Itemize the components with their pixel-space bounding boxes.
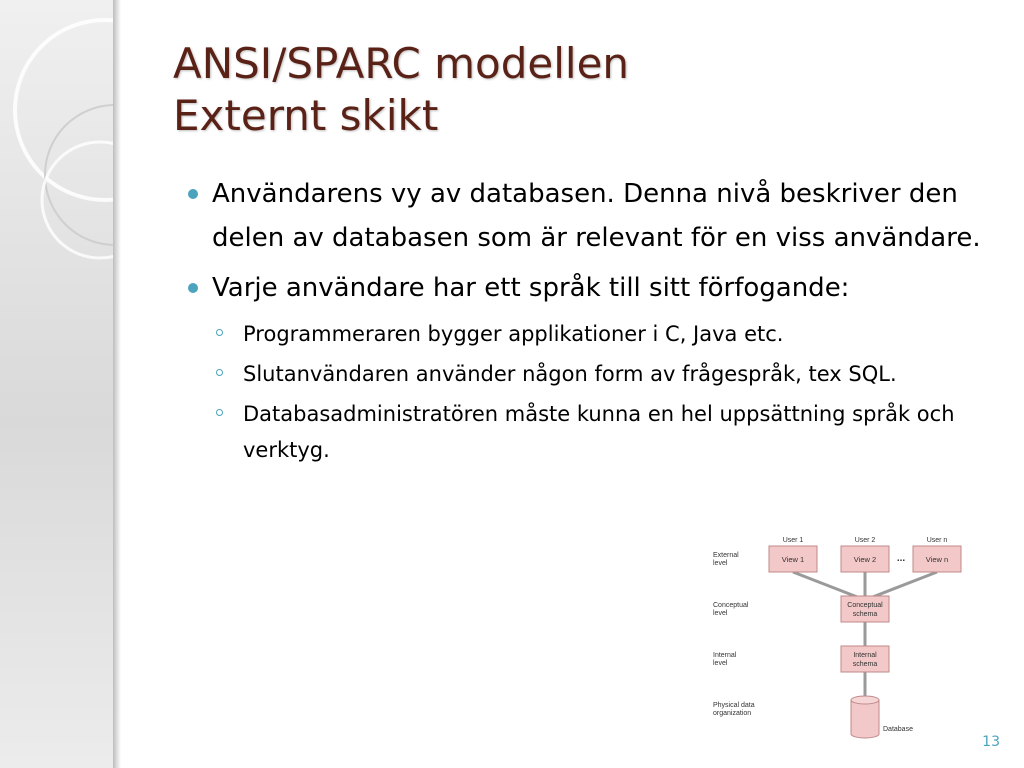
view-label-2: View 2: [853, 555, 877, 564]
sub-bullet-text: Programmeraren bygger applikationer i C, Java etc.: [243, 322, 784, 346]
slide-title-line-1: ANSI/SPARC modellen: [173, 39, 630, 88]
internal-level-label-2: level: [713, 660, 728, 667]
database-label: Database: [883, 726, 913, 733]
external-level-label: External: [713, 552, 739, 559]
internal-schema-label: Internal: [853, 652, 877, 659]
decorative-side-panel: [0, 0, 113, 768]
sub-bullet-ring-icon: [216, 409, 223, 416]
sub-bullet-ring-icon: [216, 369, 223, 376]
internal-schema-box: [841, 646, 889, 672]
view-label-n: View n: [925, 555, 949, 564]
user-label-n: User n: [926, 537, 948, 544]
view-label-1: View 1: [781, 555, 805, 564]
conceptual-schema-label: Conceptual: [847, 602, 883, 609]
bullet-item: [188, 266, 988, 310]
sub-bullet-text: Databasadministratören måste kunna en hel uppsättning språk och verktyg.: [243, 402, 955, 462]
internal-schema-label-2: schema: [852, 661, 878, 668]
sub-bullet-item: [188, 396, 988, 468]
ansi-sparc-diagram: [705, 530, 970, 745]
ellipsis-label: ...: [896, 553, 906, 564]
diagram-connectors: [793, 572, 937, 698]
physical-level-label-2: organization: [713, 710, 752, 717]
external-level-label-2: level: [713, 560, 728, 567]
user-label-2: User 2: [854, 537, 876, 544]
bullet-text: Användarens vy av databasen. Denna nivå beskriver den delen av databasen som är relevant för en viss användare.: [212, 179, 981, 253]
side-panel-edge: [113, 0, 121, 768]
user-labels: [783, 537, 948, 544]
bullet-item: [188, 172, 988, 260]
slide-title-line-2: Externt skikt: [173, 91, 439, 140]
user-label-1: User 1: [782, 537, 804, 544]
sub-bullet-text: Slutanvändaren använder någon form av frågespråk, tex SQL.: [243, 362, 897, 386]
bullet-list: [188, 172, 988, 472]
conceptual-level-label: Conceptual: [713, 602, 749, 609]
database-cylinder-icon: [851, 696, 879, 738]
sub-bullet-item: [188, 356, 988, 392]
sub-bullet-item: [188, 316, 988, 352]
conceptual-schema-label-2: schema: [852, 611, 878, 618]
physical-level-label: Physical data: [713, 702, 755, 709]
bullet-dot-icon: [188, 283, 198, 293]
decorative-circles: [0, 0, 113, 768]
bullet-dot-icon: [188, 189, 198, 199]
slide-title: [173, 38, 629, 142]
level-labels: [713, 552, 755, 717]
internal-level-label: Internal: [713, 652, 737, 659]
bullet-text: Varje användare har ett språk till sitt förfogande:: [212, 273, 850, 303]
slide-number: 13: [982, 734, 1000, 750]
conceptual-schema-box: [841, 596, 889, 622]
sub-bullet-ring-icon: [216, 329, 223, 336]
view-boxes: [769, 546, 961, 572]
conceptual-level-label-2: level: [713, 610, 728, 617]
